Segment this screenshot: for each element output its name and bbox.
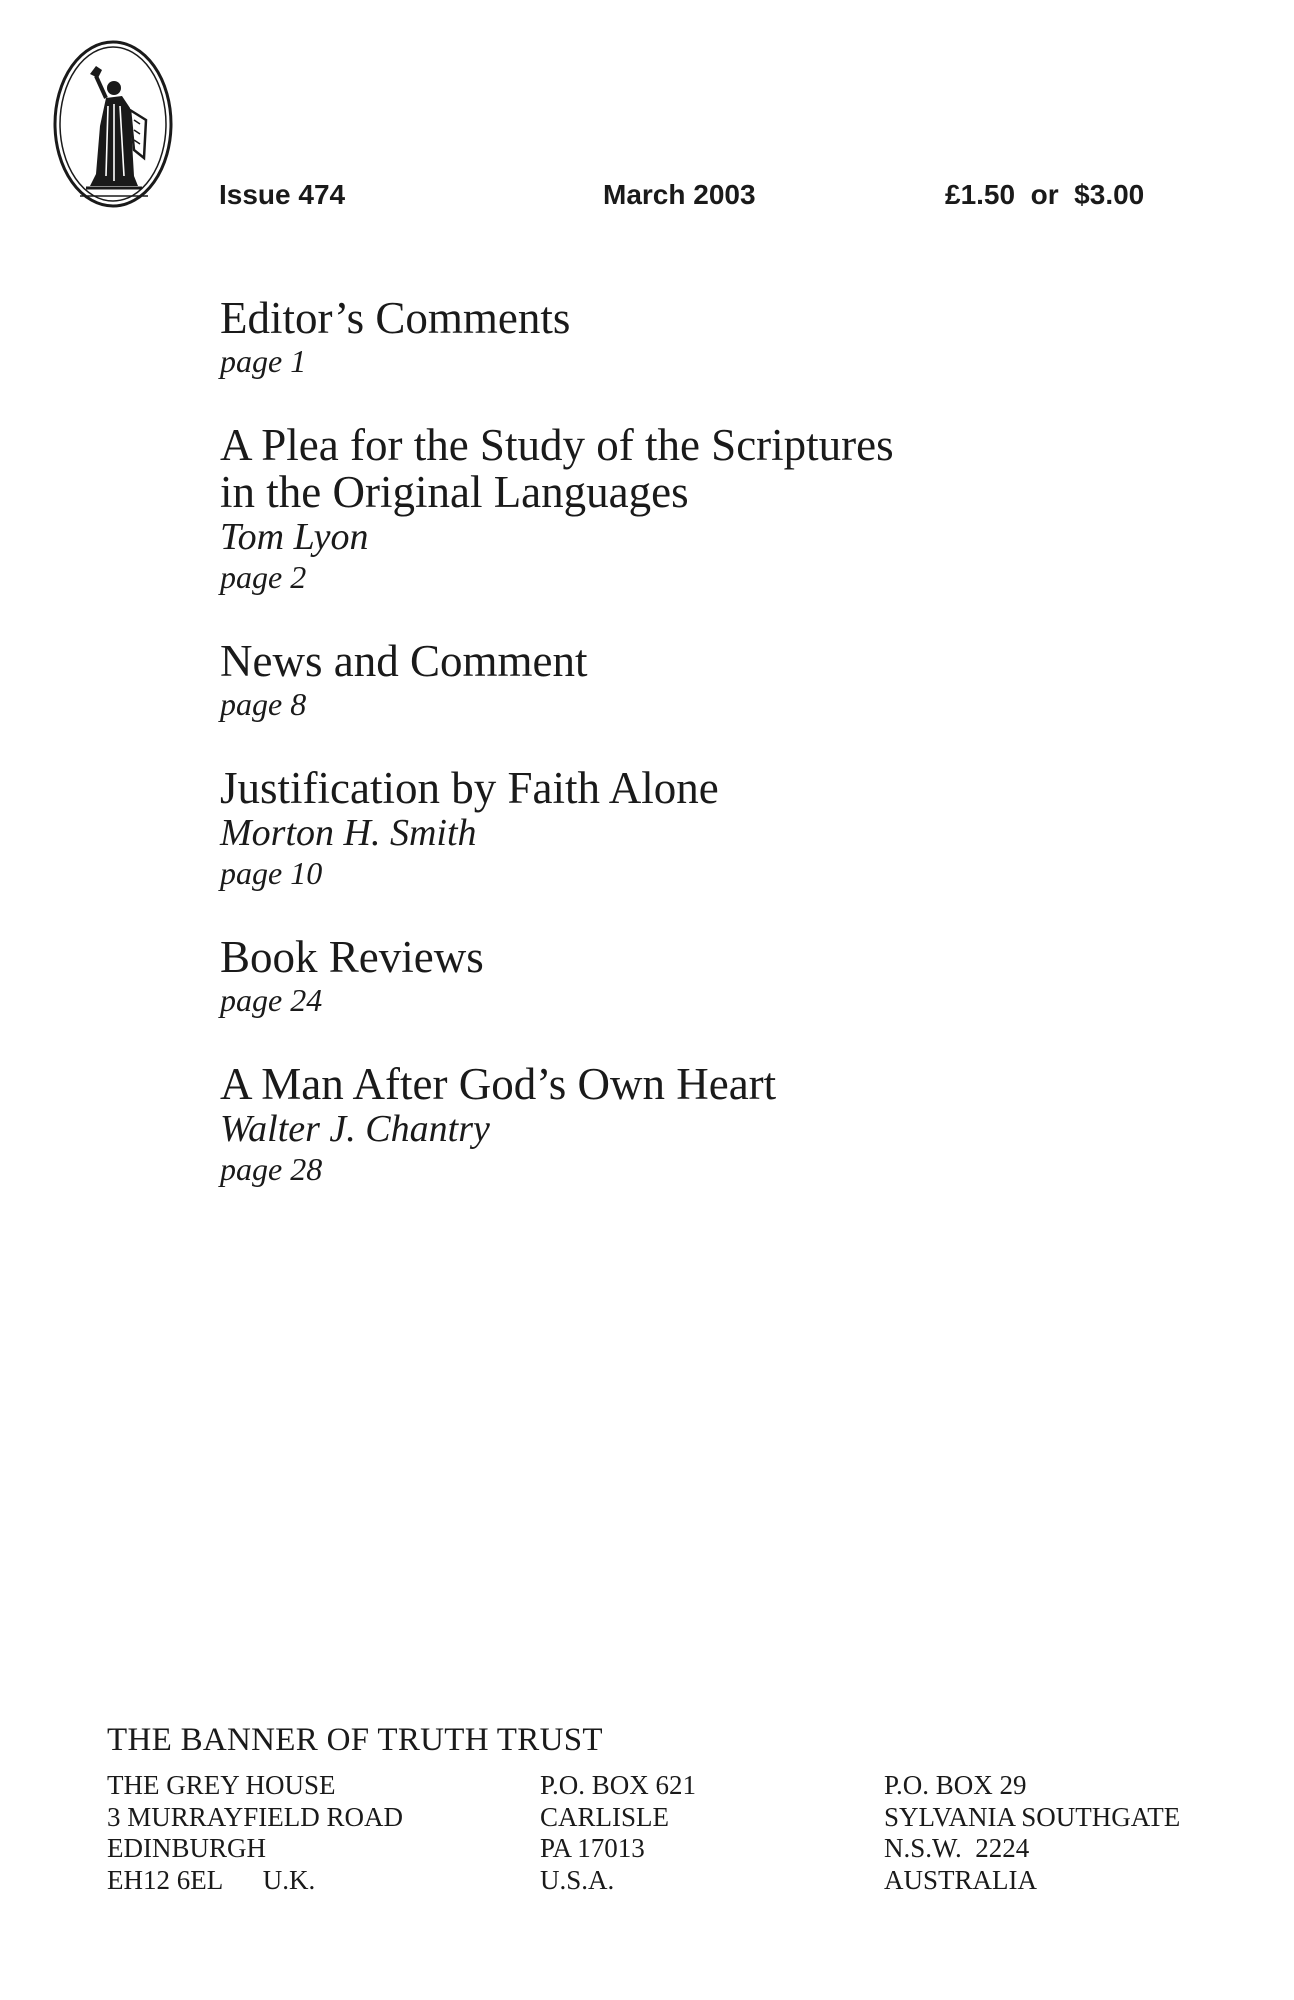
article-author: Walter J. Chantry [220, 1108, 490, 1150]
page-number: page 1 [220, 343, 307, 379]
page-number: page 24 [220, 982, 323, 1018]
address-line: P.O. BOX 621 [540, 1770, 697, 1800]
issue-price: £1.50 or $3.00 [945, 179, 1145, 210]
address-line: EH12 6EL U.K. [107, 1864, 316, 1895]
address-line: U.S.A. [540, 1864, 615, 1895]
address-line: 3 MURRAYFIELD ROAD [107, 1801, 404, 1832]
toc-entry [220, 295, 1180, 380]
address-line: AUSTRALIA [884, 1864, 1037, 1895]
article-author: Tom Lyon [220, 516, 369, 558]
issue-date: March 2003 [603, 179, 756, 210]
address-line: N.S.W. 2224 [884, 1833, 1030, 1863]
article-title: Justification by Faith Alone [220, 763, 719, 813]
address-line: P.O. BOX 29 [884, 1770, 1027, 1800]
page-number: page 8 [220, 686, 307, 722]
page-number: page 10 [220, 855, 323, 891]
table-of-contents [220, 295, 1180, 1230]
address-line: SYLVANIA SOUTHGATE [884, 1801, 1181, 1832]
toc-entry [220, 638, 1180, 723]
address-line: THE GREY HOUSE [107, 1770, 336, 1800]
article-title: A Man After God’s Own Heart [220, 1059, 777, 1109]
address-uk [107, 1770, 403, 1896]
toc-entry [220, 1061, 1180, 1188]
article-title: Book Reviews [220, 932, 484, 982]
address-line: PA 17013 [540, 1833, 645, 1863]
address-australia [884, 1770, 1180, 1896]
article-author: Morton H. Smith [220, 812, 477, 854]
address-usa [540, 1770, 696, 1896]
publisher-name: THE BANNER OF TRUTH TRUST [107, 1722, 603, 1758]
issue-number: Issue 474 [219, 179, 346, 210]
toc-entry [220, 765, 1180, 892]
page-number: page 2 [220, 559, 307, 595]
article-title: A Plea for the Study of the Scriptures in the Original Languages [220, 420, 894, 517]
page-number: page 28 [220, 1151, 323, 1187]
address-line: EDINBURGH [107, 1833, 266, 1863]
banner-of-truth-logo-icon [50, 36, 176, 212]
address-line: CARLISLE [540, 1801, 670, 1832]
toc-entry [220, 422, 1180, 596]
article-title: News and Comment [220, 636, 588, 686]
article-title: Editor’s Comments [220, 293, 571, 343]
toc-entry [220, 934, 1180, 1019]
